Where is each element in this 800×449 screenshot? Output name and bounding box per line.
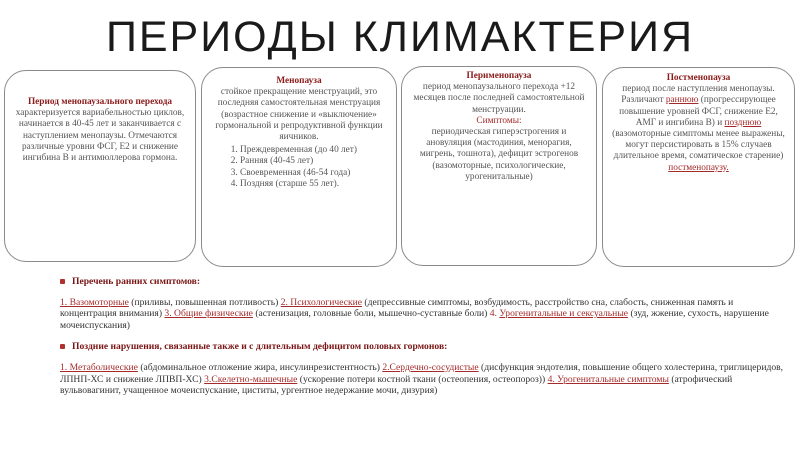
symptoms-label: Симптомы:	[476, 115, 522, 126]
card-text-detail	[611, 95, 786, 173]
card-postmenopause	[602, 67, 795, 267]
text-fragment: Различают	[621, 95, 664, 106]
general-physical-link[interactable]: 3. Общие физические	[164, 308, 253, 320]
card-heading: Менопауза	[276, 76, 322, 86]
symptoms-text: периодическая гиперэстрогения и ановуляция (мастодиния, менорагия, мигрень, тошнота), дефицит эстрогенов (вазомоторные, психологические, урогенитальные)	[419, 127, 579, 182]
card-text: характеризуется вариабельностью циклов, начинается в 40-45 лет и заканчивается с наступлением менопаузы. Отмечаются различные уровни ФСГ, Е2 и снижение ингибина В и антимюллерова гормона.	[15, 108, 185, 164]
text-fragment: (ускорение потери костной ткани (остеопения, остеопороз))	[299, 373, 546, 385]
text-fragment: (атрофический вульвовагинит, учащенное мочеиспускание, циститы, ургентное недержание мочи, дизурия)	[60, 373, 733, 397]
text-fragment: (вазомоторные симптомы менее выражены, могут персистировать в 15% случаев длительное время, соматическое старение)	[612, 129, 785, 162]
list-item: 4. Поздняя (старше 55 лет).	[240, 179, 384, 190]
metabolic-link[interactable]: 1. Метаболические	[60, 361, 138, 373]
list-item: 1. Преждевременная (до 40 лет)	[240, 145, 384, 156]
cardiovascular-link[interactable]: 2.Сердечно-сосудистые	[382, 361, 479, 373]
text-fragment: (абдоминальное отложение жира, инсулинрезистентность)	[140, 361, 380, 373]
urogenital-sexual-link[interactable]: Урогенитальные и сексуальные	[499, 308, 629, 320]
text-fragment: (приливы, повышенная потливость)	[131, 296, 279, 308]
text-fragment: (астенизация, головные боли, мышечно-суставные боли)	[255, 308, 488, 320]
vasomotor-link[interactable]: 1. Вазомоторные	[60, 296, 129, 308]
postmenopause-link[interactable]: постменопаузу.	[668, 162, 729, 173]
early-symptoms-heading: Перечень ранних симптомов:	[60, 276, 785, 288]
list-item: 2. Ранняя (40-45 лет)	[240, 156, 384, 167]
psychological-link[interactable]: 2. Психологические	[280, 296, 363, 308]
card-menopause	[201, 67, 397, 267]
musculoskeletal-link[interactable]: 3.Скелетно-мышечные	[204, 373, 298, 385]
card-menopausal-transition	[4, 70, 196, 262]
card-text: период менопаузального перехода +12 месяцев после последней самостоятельной менструации.	[413, 82, 585, 115]
menopause-types-list	[214, 145, 384, 190]
text-fragment: (зуд, жжение, сухость, нарушение мочеиспускания)	[60, 308, 769, 331]
early-symptoms-paragraph	[60, 297, 785, 332]
text-fragment: (дисфункция эндотелия, повышение общего холестерина, триглицеридов, ЛПНП-ХС и снижение ЛПВП-ХС)	[60, 361, 784, 385]
card-perimenopause	[401, 66, 597, 266]
card-heading: Постменопауза	[666, 73, 731, 83]
late-disorders-paragraph	[60, 362, 785, 397]
late-postmenopause-link[interactable]: позднюю	[724, 117, 762, 128]
late-disorders-heading: Поздние нарушения, связанные также и с длительным дефицитом половых гормонов:	[60, 341, 785, 353]
card-text: стойкое прекращение менструаций, это последняя самостоятельная менструация (возрастное снижение и «выключение» гормональной и репродуктивной функции яичников.	[215, 87, 383, 143]
text-fragment: (прогрессирующее повышение уровней ФСГ, снижение Е2, АМГ и ингибина В) и	[619, 95, 778, 128]
list-item: 3. Своевременная (46-54 года)	[240, 168, 384, 179]
urogenital-symptoms-link[interactable]: 4. Урогенитальные симптомы	[547, 373, 669, 385]
page-title: ПЕРИОДЫ КЛИМАКТЕРИЯ	[105, 13, 695, 61]
card-text: период после наступления менопаузы.	[622, 84, 775, 95]
card-heading: Перименопауза	[466, 71, 532, 81]
item-number: 4.	[489, 308, 497, 320]
symptoms-section	[60, 276, 785, 407]
card-heading: Период менопаузального перехода	[27, 97, 173, 107]
text-fragment: (депрессивные симптомы, возбудимость, расстройство сна, слабость, сниженная память и концентрация внимания)	[60, 296, 734, 320]
early-postmenopause-link[interactable]: раннюю	[665, 95, 699, 106]
